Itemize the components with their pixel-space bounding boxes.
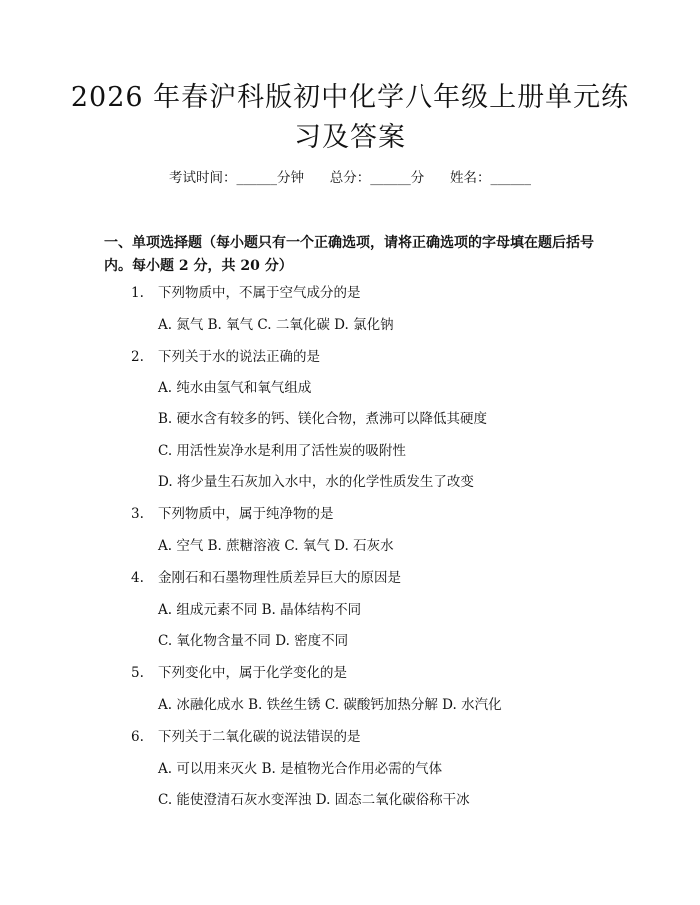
question-number: 2. [131,349,144,365]
question-text: 下列关于水的说法正确的是 [158,349,320,365]
document-title: 2026 年春沪科版初中化学八年级上册单元练习及答案 [70,82,630,153]
question-2-option-c: C. 用活性炭净水是利用了活性炭的吸附性 [158,443,406,459]
question-number: 1. [131,285,144,301]
question-2-option-d: D. 将少量生石灰加入水中，水的化学性质发生了改变 [158,474,474,490]
question-2-option-b: B. 硬水含有较多的钙、镁化合物，煮沸可以降低其硬度 [158,411,488,427]
question-4-options-ab: A. 组成元素不同 B. 晶体结构不同 [158,602,362,618]
question-2-option-a: A. 纯水由氢气和氧气组成 [158,380,312,396]
question-6-options-ab: A. 可以用来灭火 B. 是植物光合作用必需的气体 [158,761,443,777]
question-number: 3. [131,506,144,522]
question-4 [131,568,611,588]
question-text: 下列变化中，属于化学变化的是 [158,665,347,681]
question-number: 6. [131,729,144,745]
question-text: 下列物质中，不属于空气成分的是 [158,285,361,301]
question-6 [131,727,611,747]
question-5-options: A. 冰融化成水 B. 铁丝生锈 C. 碳酸钙加热分解 D. 水汽化 [158,697,502,713]
question-2 [131,347,611,367]
question-4-options-cd: C. 氧化物含量不同 D. 密度不同 [158,633,349,649]
question-text: 下列关于二氧化碳的说法错误的是 [158,729,361,745]
question-3-options: A. 空气 B. 蔗糖溶液 C. 氧气 D. 石灰水 [158,538,394,554]
question-6-options-cd: C. 能使澄清石灰水变浑浊 D. 固态二氧化碳俗称干冰 [158,792,470,808]
question-text: 下列物质中，属于纯净物的是 [158,506,334,522]
question-number: 4. [131,570,144,586]
question-1 [131,283,611,303]
question-number: 5. [131,665,144,681]
question-text: 金刚石和石墨物理性质差异巨大的原因是 [158,570,401,586]
question-3 [131,504,611,524]
question-1-options: A. 氮气 B. 氧气 C. 二氧化碳 D. 氯化钠 [158,317,394,333]
section-heading: 一、单项选择题（每小题只有一个正确选项，请将正确选项的字母填在题后括号内。每小题 2 分，共 20 分） [104,235,594,274]
exam-meta-line: 考试时间：______分钟 总分：______分 姓名：______ [169,170,531,186]
question-5 [131,663,611,683]
